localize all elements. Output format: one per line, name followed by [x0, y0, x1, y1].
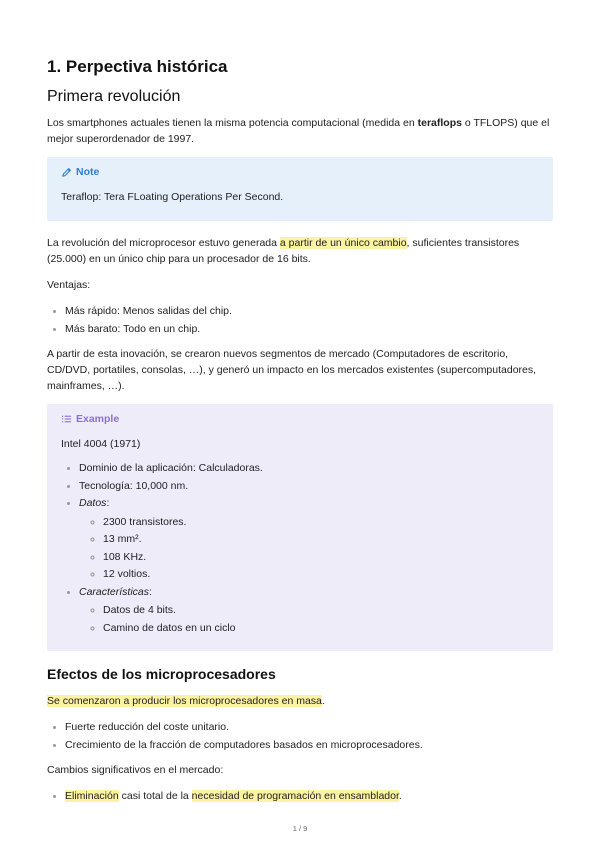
- pencil-icon: [61, 167, 72, 178]
- list-item: ◦ 12 voltios.: [103, 566, 539, 584]
- list-item: • Dominio de la aplicación: Calculadoras.: [79, 460, 539, 478]
- list-icon: [61, 414, 72, 424]
- teraflops-term: teraflops: [417, 117, 462, 129]
- note-callout: [47, 157, 553, 221]
- note-callout-title: Note: [61, 165, 539, 179]
- list-item: • Más rápido: Menos salidas del chip.: [65, 303, 553, 321]
- list-item: • Crecimiento de la fracción de computadores basados en microprocesadores.: [65, 737, 553, 755]
- revolution-paragraph: La revolución del microprocesor estuvo generada a partir de un único cambio, suficientes transistores (25.000) en un único chip para un procesador de 16 bits.: [47, 237, 520, 265]
- list-item: • Características: ◦ Datos de 4 bits. ◦ Camino de datos en un ciclo: [79, 584, 539, 638]
- changes-list: [47, 788, 553, 806]
- list-item: • Tecnología: 10,000 nm.: [79, 478, 539, 496]
- list-item: ◦ 13 mm².: [103, 531, 539, 549]
- highlight: Se comenzaron a producir los microprocesadores en masa: [47, 695, 322, 707]
- section-heading: 1. Perpectiva histórica: [47, 57, 228, 76]
- list-item: • Más barato: Todo en un chip.: [65, 321, 553, 339]
- data-sublist: [79, 514, 539, 584]
- highlight: necesidad de programación en ensamblador: [191, 790, 399, 802]
- list-item: ◦ 108 KHz.: [103, 549, 539, 567]
- list-item: ◦ 2300 transistores.: [103, 514, 539, 532]
- list-item: ◦ Datos de 4 bits.: [103, 602, 539, 620]
- advantages-label: Ventajas:: [47, 279, 91, 291]
- example-list: [61, 460, 539, 637]
- list-item: • Fuerte reducción del coste unitario.: [65, 719, 553, 737]
- effects-paragraph: Se comenzaron a producir los microprocesadores en masa.: [47, 695, 325, 707]
- effects-heading: Efectos de los microprocesadores: [47, 666, 276, 682]
- advantages-list: [47, 303, 553, 338]
- features-sublist: [79, 602, 539, 637]
- example-callout-title: Example: [61, 412, 539, 426]
- highlight: Eliminación: [65, 790, 119, 802]
- example-intro: Intel 4004 (1971): [61, 438, 141, 450]
- note-text: Teraflop: Tera FLoating Operations Per Second.: [61, 191, 284, 203]
- innovation-paragraph: A partir de esta inovación, se crearon nuevos segmentos de mercado (Computadores de escritorio, CD/DVD, portatiles, consolas, …), y generó un impacto en los mercados existentes (supercomputadores, mainframes, …).: [47, 348, 537, 392]
- list-item: ◦ Camino de datos en un ciclo: [103, 620, 539, 638]
- document-page: [47, 56, 553, 814]
- page-number: 1 / 9: [292, 824, 308, 833]
- changes-label: Cambios significativos en el mercado:: [47, 764, 224, 776]
- subsection-heading: Primera revolución: [47, 88, 181, 105]
- intro-paragraph: Los smartphones actuales tienen la misma potencia computacional (medida en teraflops o TFLOPS) que el mejor superordenador de 1997.: [47, 117, 550, 145]
- list-item: • Eliminación casi total de la necesidad de programación en ensamblador.: [65, 788, 553, 806]
- example-callout: [47, 404, 553, 651]
- effects-list: [47, 719, 553, 754]
- highlight: a partir de un único cambio: [279, 237, 407, 249]
- list-item: • Datos: ◦ 2300 transistores. ◦ 13 mm². ◦ 108 KHz. ◦ 12 voltios.: [79, 495, 539, 584]
